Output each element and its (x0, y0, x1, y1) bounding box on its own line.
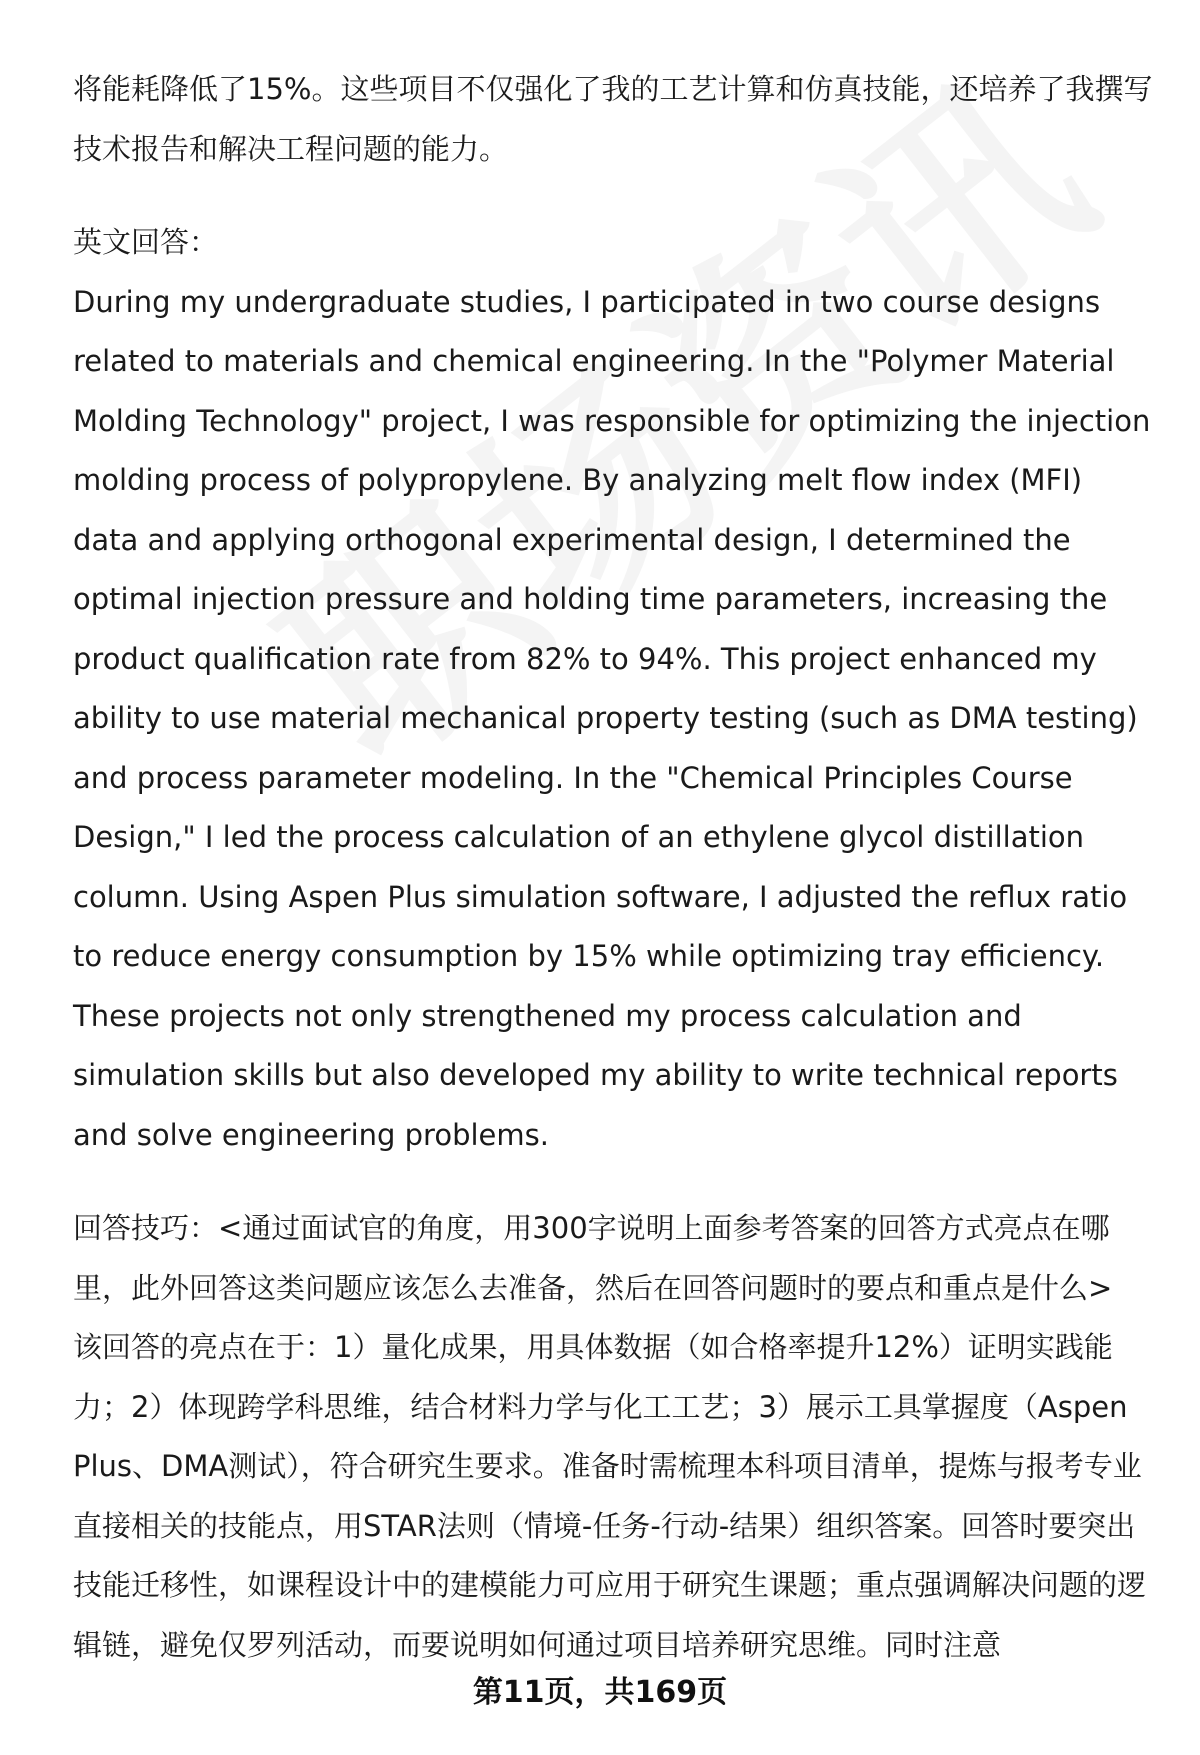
english-answer-paragraph: During my undergraduate studies, I participated in two course designs related to materials and chemical engineering. In the "Polymer Material Molding Technology" project, I was responsible for optimizing the injection molding process of polypropylene. By analyzing melt flow index (MFI) data and applying orthogonal experimental design, I determined the optimal injection pressure and holding time parameters, increasing the product qualification rate from 82% to 94%. This project enhanced my ability to use material mechanical property testing (such as DMA testing) and process parameter modeling. In the "Chemical Principles Course Design," I led the process calculation of an ethylene glycol distillation column. Using Aspen Plus simulation software, I adjusted the reflux ratio to reduce energy consumption by 15% while optimizing tray efficiency. These projects not only strengthened my process calculation and simulation skills but also developed my ability to write technical reports and solve engineering problems. (73, 284, 1160, 1152)
english-answer-label: 英文回答： (73, 225, 219, 259)
page-number: 第11页，共169页 (472, 1675, 728, 1710)
paragraph-gap (73, 179, 1153, 213)
paragraph-gap (73, 1165, 1153, 1199)
analysis-paragraph: 该回答的亮点在于：1）量化成果，用具体数据（如合格率提升12%）证明实践能力；2）体现跨学科思维，结合材料力学与化工工艺；3）展示工具掌握度（Aspen Plus、DMA测试），符合研究生要求。准备时需梳理本科项目清单，提炼与报考专业直接相关的技能点，用STAR法则（情境-任务-行动-结果）组织答案。回答时要突出技能迁移性，如课程设计中的建模能力可应用于研究生课题；重点强调解决问题的逻辑链，避免仅罗列活动，而要说明如何通过项目培养研究思维。同时注意 (73, 1330, 1147, 1662)
intro-paragraph: 将能耗降低了15%。这些项目不仅强化了我的工艺计算和仿真技能，还培养了我撰写技术报告和解决工程问题的能力。 (73, 72, 1153, 166)
page-content (73, 60, 1160, 1675)
tips-paragraph: 回答技巧：<通过面试官的角度，用300字说明上面参考答案的回答方式亮点在哪里，此外回答这类问题应该怎么去准备，然后在回答问题时的要点和重点是什么> (73, 1211, 1113, 1305)
